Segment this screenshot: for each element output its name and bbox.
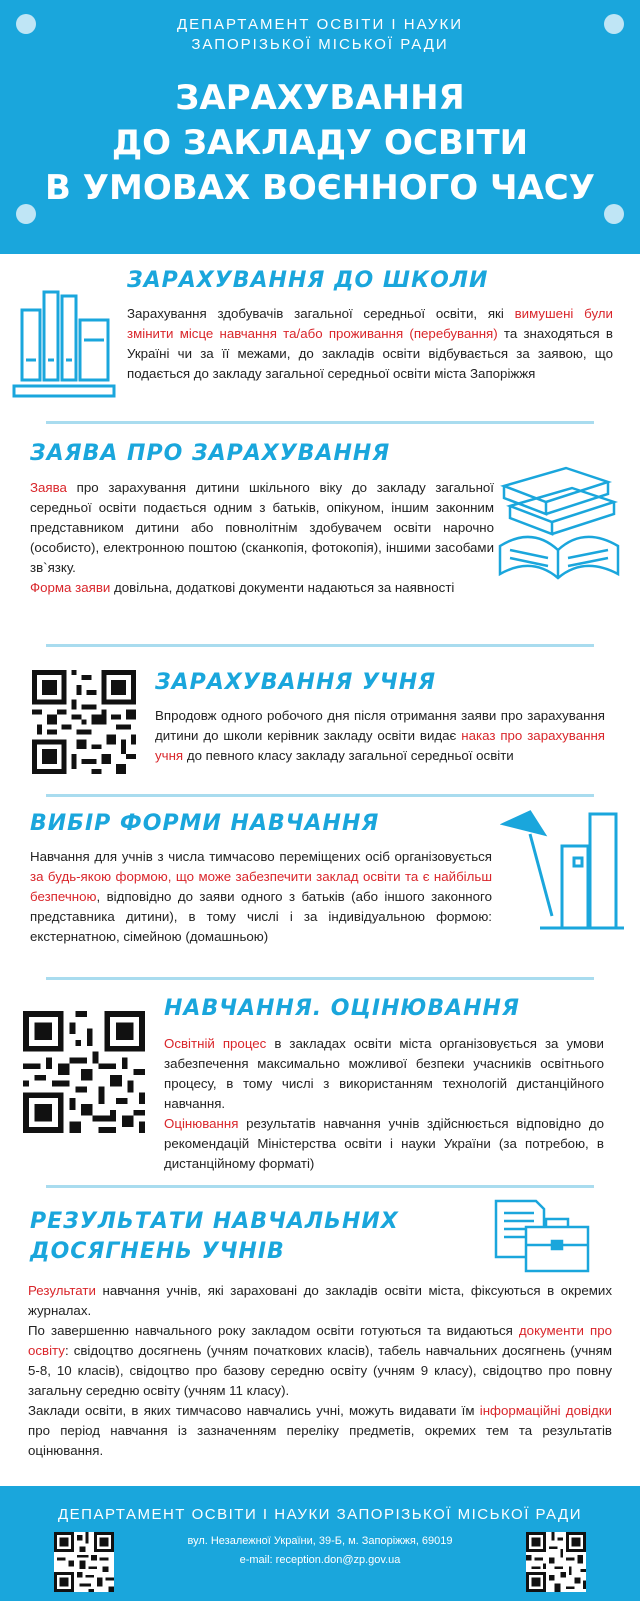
text-run: результатів навчання учнів здійснюється відповідно до рекомендацій Міністерства освіти і науки України (за потребою, в дистанційному форматі) bbox=[164, 1116, 604, 1171]
section-title-study-form: ВИБІР ФОРМИ НАВЧАННЯ bbox=[30, 811, 380, 836]
section-title-learning-assessment: НАВЧАННЯ. ОЦІНЮВАННЯ bbox=[164, 996, 520, 1021]
text-run: Навчання для учнів з числа тимчасово переміщених осіб організовується bbox=[30, 849, 492, 864]
text-run: Зарахування здобувачів загальної середньої освіти, які bbox=[127, 306, 515, 321]
dept-name-line2: ЗАПОРІЗЬКОЇ МІСЬКОЇ РАДИ bbox=[191, 36, 449, 53]
divider bbox=[46, 977, 594, 980]
section-title-enrollment: ЗАРАХУВАННЯ ДО ШКОЛИ bbox=[127, 268, 489, 293]
section-text-enrollment bbox=[127, 304, 613, 384]
text-run: про період навчання із зазначенням переліку предметів, окремих тем та результатів оцінювання. bbox=[28, 1423, 612, 1458]
footer-address: вул. Незалежної України, 39-Б, м. Запоріжжя, 69019 bbox=[187, 1535, 453, 1547]
text-run: довільна, додаткові документи надаються за наявності bbox=[110, 580, 455, 595]
documents-briefcase-icon bbox=[492, 1197, 592, 1277]
qr-code bbox=[54, 1532, 114, 1592]
text-run: Впродовж одного робочого дня після отримання заяви про зарахування дитини до школи керівник закладу освіти видає bbox=[155, 708, 605, 743]
highlight-text: Оцінювання bbox=[164, 1116, 239, 1131]
desk-lamp-icon bbox=[500, 808, 628, 936]
text-run: навчання учнів, які зараховані до закладів освіти міста, фіксуються в окремих журналах. bbox=[28, 1283, 612, 1318]
text-run: про зарахування дитини шкільного віку до закладу загальної середньої освіти подається одним з батьків, опікуном, іншим законним представником дитини або повнолітнім здобувачем освіти нарочно (особисто), електронною поштою (сканкопія, фотокопія), іншими засобами зв`язку. bbox=[30, 480, 494, 575]
header-banner bbox=[0, 0, 640, 254]
highlight-text: Результати bbox=[28, 1283, 96, 1298]
text-run: та знаходяться в Україні чи за її межами, до закладів освіти відбувається за заявою, що подається до закладу загальної середньої освіти міста Запоріжжя bbox=[127, 326, 613, 381]
section-title-results-line2: ДОСЯГНЕНЬ УЧНІВ bbox=[30, 1239, 285, 1264]
footer-banner bbox=[0, 1486, 640, 1601]
highlight-text: Заява bbox=[30, 480, 67, 495]
highlight-text: Форма заяви bbox=[30, 580, 111, 595]
highlight-text: інформаційні довідки bbox=[479, 1403, 612, 1418]
book-stack-icon bbox=[496, 462, 622, 582]
page-title-line1: ЗАРАХУВАННЯ bbox=[175, 78, 465, 118]
divider bbox=[46, 421, 594, 424]
qr-code bbox=[23, 1011, 145, 1133]
highlight-text: наказ про зарахування учня bbox=[155, 728, 605, 763]
divider bbox=[46, 794, 594, 797]
section-text-application bbox=[30, 478, 494, 598]
page-title-line2: ДО ЗАКЛАДУ ОСВІТИ bbox=[111, 123, 529, 163]
highlight-text: документи про освіту bbox=[28, 1323, 612, 1358]
text-run: до певного класу закладу загальної середньої освіти bbox=[183, 748, 514, 763]
highlight-text: Освітній процес bbox=[164, 1036, 267, 1051]
qr-code bbox=[526, 1532, 586, 1592]
text-run: По завершенню навчального року закладом освіти готуються та видаються bbox=[28, 1323, 519, 1338]
section-text-learning-assessment bbox=[164, 1034, 604, 1174]
section-title-results-line1: РЕЗУЛЬТАТИ НАВЧАЛЬНИХ bbox=[30, 1209, 399, 1234]
text-run: Заклади освіти, в яких тимчасово навчались учні, можуть видавати їм bbox=[28, 1403, 480, 1418]
section-title-student-enrollment: ЗАРАХУВАННЯ УЧНЯ bbox=[155, 670, 437, 695]
section-text-student-enrollment bbox=[155, 706, 605, 766]
footer-email: e-mail: reception.don@zp.gov.ua bbox=[239, 1554, 401, 1566]
dept-name-line1: ДЕПАРТАМЕНТ ОСВІТИ І НАУКИ bbox=[177, 16, 463, 33]
text-run: , відповідно до заяви одного з батьків (або іншого законного представника дитини), в тому числі і за індивідуальною формою: екстернатною, сімейною (домашньою) bbox=[30, 889, 492, 944]
books-icon bbox=[12, 290, 116, 402]
footer-dept-name: ДЕПАРТАМЕНТ ОСВІТИ І НАУКИ ЗАПОРІЗЬКОЇ МІСЬКОЇ РАДИ bbox=[58, 1506, 582, 1523]
section-text-study-form bbox=[30, 847, 492, 947]
section-text-results bbox=[28, 1281, 612, 1461]
section-title-application: ЗАЯВА ПРО ЗАРАХУВАННЯ bbox=[30, 441, 391, 466]
highlight-text: за будь-якою формою, що може забезпечити заклад освіти та є найбільш безпечною bbox=[30, 869, 492, 904]
highlight-text: вимушені були змінити місце навчання та/або проживання (перебування) bbox=[127, 306, 613, 341]
qr-code bbox=[32, 670, 136, 774]
page-title-line3: В УМОВАХ ВОЄННОГО ЧАСУ bbox=[45, 168, 595, 208]
divider bbox=[46, 644, 594, 647]
divider bbox=[46, 1185, 594, 1188]
text-run: в закладах освіти міста організовується за умови забезпечення максимально можливої безпеки учасників освітнього процесу, в тому числі з використанням технологій дистанційного навчання. bbox=[164, 1036, 604, 1111]
text-run: : свідоцтво досягнень (учням початкових класів), табель навчальних досягнень (учням 5-8, 10 класів), свідоцтво про базову середню освіту (учням 9 класу), свідоцтво про повну загальну середню освіту (учням 11 класу). bbox=[28, 1343, 612, 1398]
